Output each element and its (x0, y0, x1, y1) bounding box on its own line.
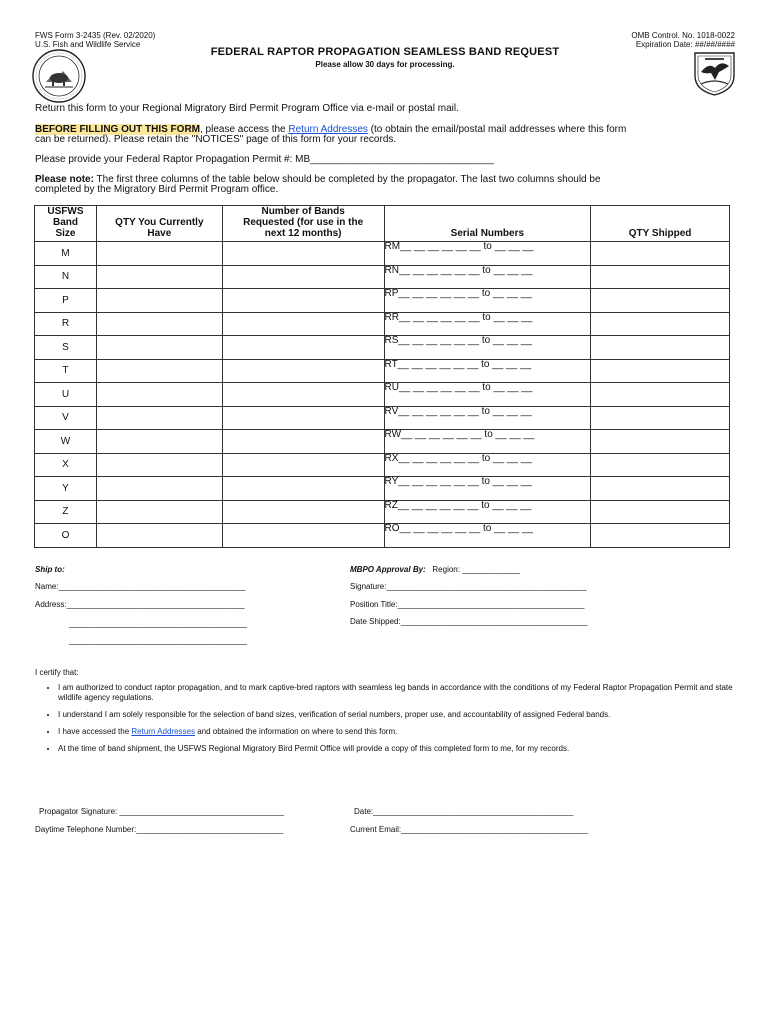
qty-shipped-input[interactable] (591, 477, 730, 501)
header-qty-have (96, 206, 222, 242)
region-field[interactable]: Region: _____________ (432, 565, 521, 574)
serial-numbers-cell: RZ__ __ __ __ __ __ to __ __ __ (384, 500, 591, 524)
band-size-cell: Y (35, 477, 97, 501)
band-rows (35, 242, 730, 548)
serial-numbers-cell: RM__ __ __ __ __ __ to __ __ __ (384, 242, 591, 266)
band-size-cell: M (35, 242, 97, 266)
qty-shipped-input[interactable] (591, 430, 730, 454)
table-row (35, 477, 730, 501)
header-qty-have-line2: Have (147, 228, 172, 239)
header-band-size-line2: Band (52, 217, 78, 228)
header-requested-line1: Number of Bands (261, 206, 345, 217)
table-row (35, 336, 730, 360)
certify-item-4: • At the time of band shipment, the USFWS Regional Migratory Bird Permit Office will provide a copy of this completed form to me, for my records. (58, 744, 738, 754)
qty-have-input[interactable] (96, 430, 222, 454)
qty-shipped-input[interactable] (591, 359, 730, 383)
qty-shipped-input[interactable] (591, 453, 730, 477)
form-subtitle: Please allow 30 days for processing. (315, 60, 455, 69)
bands-requested-input[interactable] (222, 312, 384, 336)
bands-requested-input[interactable] (222, 430, 384, 454)
serial-numbers-cell: RO__ __ __ __ __ __ to __ __ __ (384, 524, 591, 548)
qty-shipped-input[interactable] (591, 265, 730, 289)
before-text-2: (to obtain the email/postal mail addresses where this form (367, 124, 627, 135)
note-text-1: The first three columns of the table below should be completed by the propagator. The last two columns should be (93, 174, 601, 185)
header-qty-have-line1: QTY You Currently (115, 217, 204, 228)
header-serial-numbers (384, 206, 591, 242)
signature-date-field[interactable]: Date:_____________________________________________ (354, 807, 574, 816)
qty-shipped-input[interactable] (591, 406, 730, 430)
ship-to-label: Ship to: (35, 565, 65, 574)
bands-requested-input[interactable] (222, 242, 384, 266)
note-text-2: completed by the Migratory Bird Permit Program office. (35, 184, 279, 195)
serial-numbers-cell: RN__ __ __ __ __ __ to __ __ __ (384, 265, 591, 289)
serial-numbers-cell: RR__ __ __ __ __ __ to __ __ __ (384, 312, 591, 336)
serial-numbers-cell: RV__ __ __ __ __ __ to __ __ __ (384, 406, 591, 430)
form-number: FWS Form 3-2435 (Rev. 02/2020) (35, 31, 156, 40)
daytime-phone-field[interactable]: Daytime Telephone Number:_________________________________ (35, 825, 284, 834)
header-requested-line3: next 12 months) (264, 228, 342, 239)
qty-have-input[interactable] (96, 453, 222, 477)
header-band-size-line3: Size (55, 228, 76, 239)
qty-shipped-input[interactable] (591, 336, 730, 360)
before-filling-paragraph (35, 125, 735, 145)
qty-shipped-input[interactable] (591, 312, 730, 336)
bands-requested-input[interactable] (222, 336, 384, 360)
qty-have-input[interactable] (96, 289, 222, 313)
serial-numbers-cell: RX__ __ __ __ __ __ to __ __ __ (384, 453, 591, 477)
header-band-size-line1: USFWS (47, 206, 84, 217)
band-size-cell: X (35, 453, 97, 477)
certify-list (28, 683, 738, 761)
table-row (35, 289, 730, 313)
band-size-cell: O (35, 524, 97, 548)
note-paragraph (35, 175, 735, 195)
before-text-1: , please access the (200, 124, 289, 135)
qty-have-input[interactable] (96, 265, 222, 289)
table-row (35, 453, 730, 477)
certify-item-3 (58, 727, 738, 737)
qty-have-input[interactable] (96, 312, 222, 336)
serial-numbers-cell: RW__ __ __ __ __ __ to __ __ __ (384, 430, 591, 454)
qty-shipped-input[interactable] (591, 524, 730, 548)
certify-item-2: • I understand I am solely responsible for the selection of band sizes, verification of serial numbers, proper use, and accountability of assigned Federal bands. (58, 710, 738, 720)
certify-intro: I certify that: (35, 668, 79, 677)
band-size-cell: P (35, 289, 97, 313)
table-row (35, 383, 730, 407)
qty-have-input[interactable] (96, 500, 222, 524)
qty-shipped-input[interactable] (591, 289, 730, 313)
certify-return-addresses-link[interactable]: Return Addresses (131, 727, 195, 736)
bands-requested-input[interactable] (222, 453, 384, 477)
band-size-cell: R (35, 312, 97, 336)
certify-item-3-text-a: I have accessed the (58, 727, 132, 736)
bands-requested-input[interactable] (222, 406, 384, 430)
bands-requested-input[interactable] (222, 359, 384, 383)
ship-address-field[interactable]: Address:________________________________________ (35, 600, 245, 609)
approval-label: MBPO Approval By: (350, 565, 426, 574)
bands-requested-input[interactable] (222, 477, 384, 501)
return-instructions: Return this form to your Regional Migratory Bird Permit Program Office via e-mail or postal mail. (35, 103, 459, 114)
band-size-cell: S (35, 336, 97, 360)
header-shipped-label: QTY Shipped (628, 228, 692, 239)
band-size-cell: U (35, 383, 97, 407)
serial-numbers-cell: RT__ __ __ __ __ __ to __ __ __ (384, 359, 591, 383)
serial-numbers-cell: RY__ __ __ __ __ __ to __ __ __ (384, 477, 591, 501)
table-row (35, 406, 730, 430)
table-header-row (35, 206, 730, 242)
band-size-cell: W (35, 430, 97, 454)
qty-have-input[interactable] (96, 242, 222, 266)
band-size-cell: N (35, 265, 97, 289)
date-shipped-field[interactable]: Date Shipped:__________________________________________ (350, 617, 588, 626)
qty-shipped-input[interactable] (591, 242, 730, 266)
header-serial-label: Serial Numbers (450, 228, 525, 239)
permit-number-field[interactable]: Please provide your Federal Raptor Propagation Permit #: MB_________________________________ (35, 154, 494, 165)
ship-address-line-2[interactable]: ________________________________________ (69, 619, 247, 628)
band-request-table (34, 205, 730, 548)
bands-requested-input[interactable] (222, 524, 384, 548)
qty-have-input[interactable] (96, 336, 222, 360)
band-size-cell: T (35, 359, 97, 383)
omb-control: OMB Control. No. 1018-0022 (631, 31, 735, 40)
table-row (35, 312, 730, 336)
table-row (35, 500, 730, 524)
serial-numbers-cell: RP__ __ __ __ __ __ to __ __ __ (384, 289, 591, 313)
qty-shipped-input[interactable] (591, 383, 730, 407)
position-title-field[interactable]: Position Title:__________________________________________ (350, 600, 585, 609)
header-requested-line2: Requested (for use in the (243, 217, 364, 228)
table-row (35, 359, 730, 383)
table-row (35, 430, 730, 454)
qty-have-input[interactable] (96, 524, 222, 548)
return-addresses-link[interactable]: Return Addresses (288, 124, 368, 135)
serial-numbers-cell: RU__ __ __ __ __ __ to __ __ __ (384, 383, 591, 407)
header-qty-shipped (591, 206, 730, 242)
header-band-size (35, 206, 97, 242)
note-label: Please note: (35, 174, 94, 185)
header-bands-requested (222, 206, 384, 242)
table-row (35, 265, 730, 289)
ship-address-line-3[interactable]: ________________________________________ (69, 636, 247, 645)
qty-have-input[interactable] (96, 359, 222, 383)
table-row (35, 524, 730, 548)
bands-requested-input[interactable] (222, 500, 384, 524)
before-text-3: can be returned). Please retain the "NOTICES" page of this form for your records. (35, 134, 397, 145)
table-row (35, 242, 730, 266)
bands-requested-input[interactable] (222, 265, 384, 289)
serial-numbers-cell: RS__ __ __ __ __ __ to __ __ __ (384, 336, 591, 360)
agency-name: U.S. Fish and Wildlife Service (35, 40, 141, 49)
expiration-date: Expiration Date: ##/##/#### (635, 40, 735, 49)
approval-row (350, 565, 520, 574)
bands-requested-input[interactable] (222, 289, 384, 313)
current-email-field[interactable]: Current Email:__________________________________________ (350, 825, 588, 834)
bands-requested-input[interactable] (222, 383, 384, 407)
certify-item-1: • I am authorized to conduct raptor propagation, and to mark captive-bred raptors with seamless leg bands in accordance with the conditions of my Federal Raptor Propagation Permit and state wildlife agency regulations. (58, 683, 738, 703)
approval-signature-field[interactable]: Signature:_____________________________________________ (350, 582, 587, 591)
form-title: FEDERAL RAPTOR PROPAGATION SEAMLESS BAND REQUEST (210, 46, 560, 58)
before-filling-label: BEFORE FILLING OUT THIS FORM (35, 124, 200, 135)
qty-have-input[interactable] (96, 406, 222, 430)
qty-have-input[interactable] (96, 477, 222, 501)
ship-name-field[interactable]: Name:__________________________________________ (35, 582, 246, 591)
qty-shipped-input[interactable] (591, 500, 730, 524)
qty-have-input[interactable] (96, 383, 222, 407)
band-size-cell: Z (35, 500, 97, 524)
band-size-cell: V (35, 406, 97, 430)
certify-item-3-text-b: and obtained the information on where to send this form. (194, 727, 398, 736)
propagator-signature-field[interactable]: Propagator Signature: _____________________________________ (39, 807, 285, 816)
